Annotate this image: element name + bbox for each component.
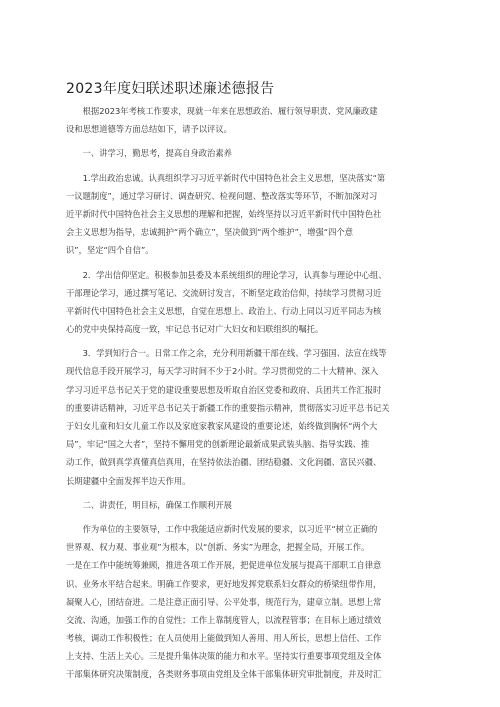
section-heading: [66, 496, 440, 514]
text-line: 识、业务水平结合起来。明确工作要求，更好地发挥党联系妇女群众的桥梁纽带作用，: [66, 578, 382, 589]
text-line: 一议题制度”，通过学习研讨、调查研究、检视问题、整改落实等环节，不断加深对习: [66, 190, 378, 201]
text-line: 考核，调动工作积极性；在人员使用上能做到知人善用、用人所长，思想上信任、工作: [66, 633, 382, 644]
text-line: 交流、沟通，加强工作的自觉性；工作上靠制度管人，以流程管事；在目标上通过绩效: [66, 614, 382, 625]
paragraph: [66, 266, 440, 339]
text-line: 于妇女儿童和妇女儿童工作以及家庭家教家风建设的重要论述，始终做到胸怀“两个大: [66, 421, 378, 431]
text-line: 设和思想道德等方面总结如下，请予以评议。: [66, 124, 232, 135]
text-line: 心的党中央保持高度一致，牢记总书记对广大妇女和妇联组织的嘱托。: [66, 324, 324, 335]
paragraph: [66, 169, 440, 260]
text-line: 识”，坚定“四个自信”。: [66, 245, 154, 256]
text-line: 动工作，做到真学真懂真信真用，在坚持依法治疆、团结稳疆、文化润疆、富民兴疆、: [66, 457, 382, 468]
paragraph: [66, 520, 440, 684]
text-line: 现代信息手段开展学习，每天学习时间不少于2小时。学习贯彻党的二十大精神、深入: [66, 366, 379, 377]
document-body: [66, 102, 440, 684]
text-line: 平新时代中国特色社会主义思想，自觉在思想上、政治上、行动上同以习近平同志为核: [66, 305, 382, 316]
text-line: 根据2023年考核工作要求，现就一年来在思想政治、履行领导职责、党风廉政建: [66, 106, 378, 116]
text-line: 作为单位的主要领导，工作中我能适应新时代发展的要求，以习近平“树立正确的: [66, 523, 378, 534]
text-line: 上支持、生活上关心。三是提升集体决策的能力和水平。坚持实行重要事项党组及全体: [66, 651, 382, 662]
paragraph: [66, 102, 440, 138]
text-line: 学习习近平总书记关于党的建设重要思想及听取自治区党委和政府、兵团共工作汇报时: [66, 384, 382, 395]
text-line: 长期建疆中全面发挥半边天作用。: [66, 475, 191, 486]
text-line: 的重要讲话精神，习近平总书记关于新疆工作的重要指示精神，贯彻落实习近平总书记关: [66, 402, 390, 413]
section-heading: [66, 144, 440, 162]
text-line: 1.学出政治忠诚。认真组织学习习近平新时代中国特色社会主义思想，坚决落实“第: [66, 172, 386, 183]
page-title: 2023年度妇联述职述廉述德报告: [66, 81, 275, 97]
text-line: 3．学到知行合一。日常工作之余，充分利用新疆干部在线、学习强国、法宣在线等: [66, 348, 387, 359]
text-line: 近平新时代中国特色社会主义思想的理解和把握，始终坚持以习近平新时代中国特色社: [66, 208, 382, 219]
text-line: 世界观、权力观、事业观”为根本，以“创新、务实”为理念，把握全局，开展工作。: [66, 542, 370, 553]
text-line: 2．学出信仰坚定。积极参加县委及本系统组织的理论学习，认真参与理论中心组、: [66, 269, 387, 280]
text-line: 二、讲责任，明目标，确保工作顺利开展: [66, 499, 232, 510]
text-line: 凝聚人心，团结奋进。二是注意正面引导、公平处事，规范行为，建章立制。思想上常: [66, 596, 382, 607]
text-line: 局”，牢记“国之大者”，坚持不懈用党的创新理论最新成果武装头脑、指导实践、推: [66, 439, 370, 450]
text-line: 干部理论学习，通过撰写笔记、交流研讨发言，不断坚定政治信仰，持续学习贯彻习近: [66, 287, 382, 298]
text-line: 一是在工作中能统筹兼顾，推进各项工作开展，把促进单位发展与提高干部职工自律意: [66, 560, 382, 571]
text-line: 一、讲学习，勤思考，提高自身政治素养: [66, 148, 232, 159]
paragraph: [66, 344, 440, 490]
text-line: 干部集体研究决策制度，各类财务事项由党组及全体干部集体研究审批制度，并及时汇: [66, 669, 382, 680]
text-line: 会主义思想为指导，忠诚拥护“两个确立”，坚决做到“两个维护”，增强“四个意: [66, 227, 353, 238]
